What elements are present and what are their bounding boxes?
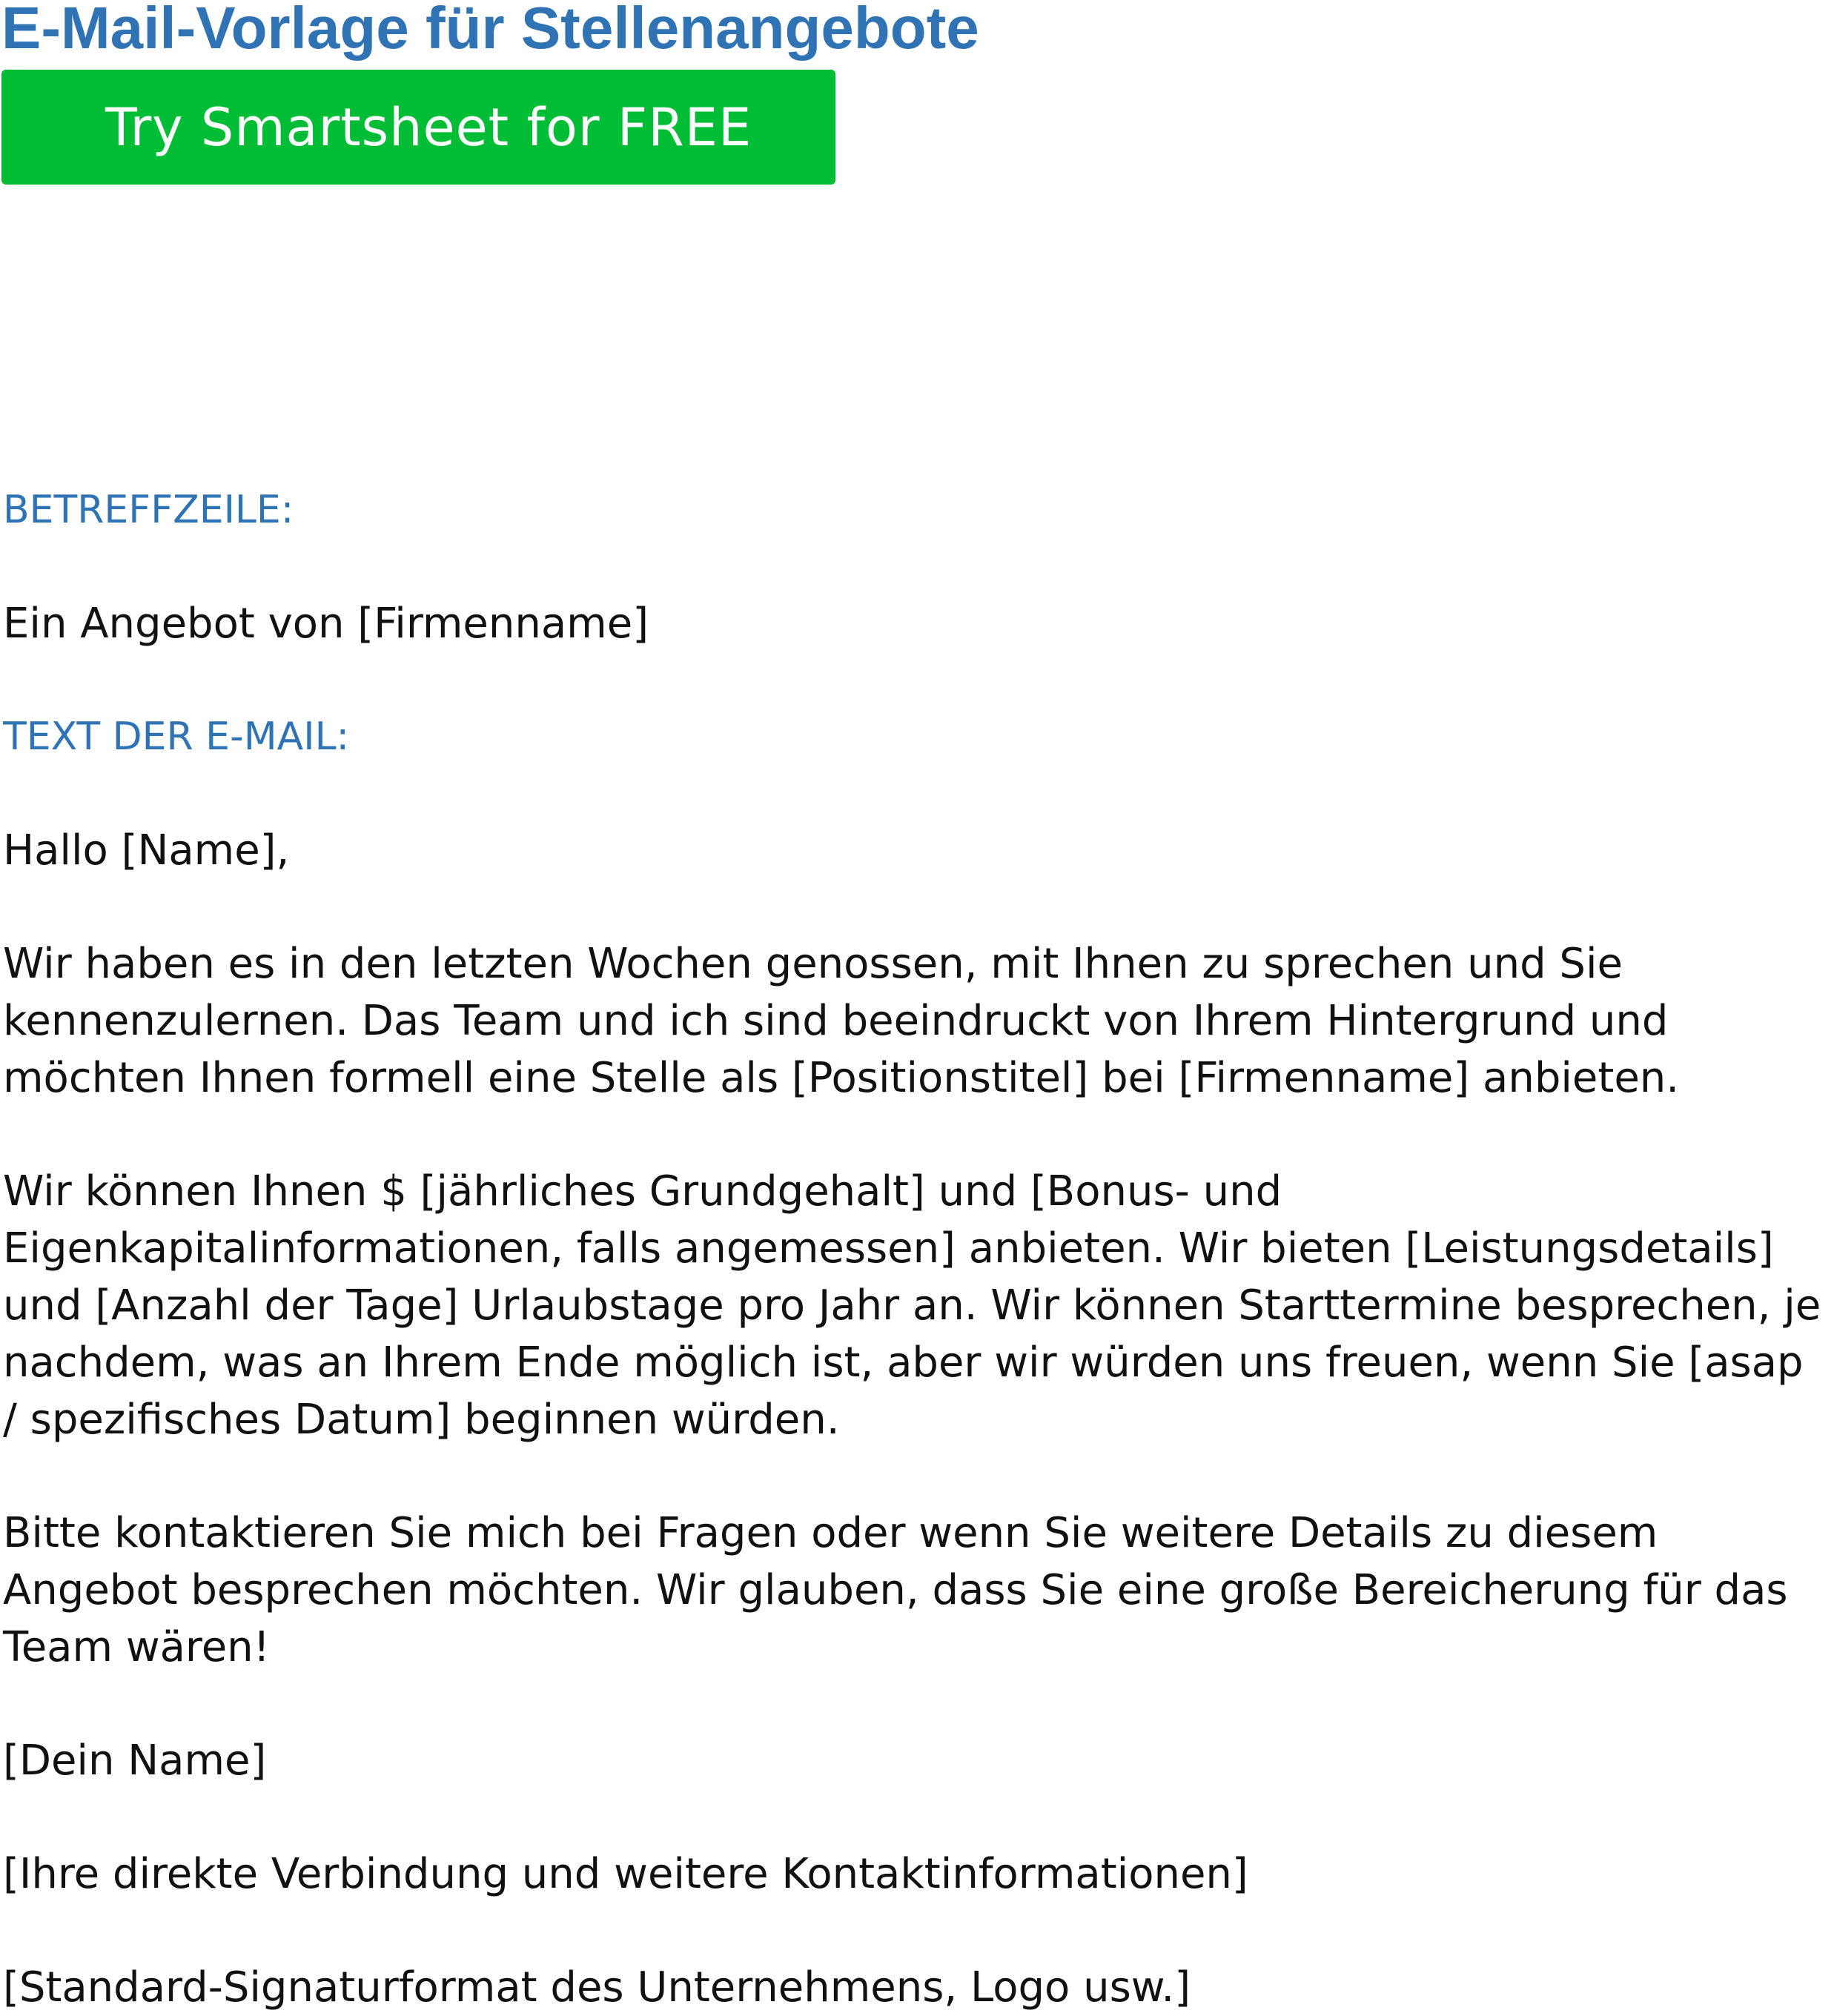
page-title: E-Mail-Vorlage für Stellenangebote [1, 0, 979, 61]
subject-label: BETREFFZEILE: [3, 488, 294, 532]
subject-text: Ein Angebot von [Firmenname] [3, 600, 649, 648]
signature-contact: [Ihre direkte Verbindung und weitere Kontaktinformationen] [3, 1850, 1248, 1898]
paragraph-intro: Wir haben es in den letzten Wochen genossen, mit Ihnen zu sprechen und Sie kennenzulernen. Das Team und ich sind beeindruckt von Ihrem Hintergrund und möchten Ihnen formell eine Stelle als [Positionstitel] bei [Firmenname] anbieten. [3, 940, 1680, 1102]
signature-name: [Dein Name] [3, 1737, 267, 1785]
body-label: TEXT DER E-MAIL: [3, 714, 350, 759]
greeting: Hallo [Name], [3, 826, 290, 875]
email-template-content [3, 482, 1827, 2016]
signature-format: [Standard-Signaturformat des Unternehmens, Logo usw.] [3, 1963, 1191, 2012]
paragraph-offer-details: Wir können Ihnen $ [jährliches Grundgehalt] und [Bonus- und Eigenkapitalinformationen, falls angemessen] anbieten. Wir bieten [Leistungsdetails] und [Anzahl der Tage] Urlaubstage pro Jahr an. Wir können Starttermine besprechen, je nachdem, was an Ihrem Ende möglich ist, aber wir würden uns freuen, wenn Sie [asap / spezifisches Datum] beginnen würden. [3, 1167, 1821, 1444]
try-smartsheet-button[interactable]: Try Smartsheet for FREE [1, 70, 835, 185]
paragraph-closing: Bitte kontaktieren Sie mich bei Fragen oder wenn Sie weitere Details zu diesem Angebot besprechen möchten. Wir glauben, dass Sie eine große Bereicherung für das Team wären! [3, 1509, 1788, 1671]
